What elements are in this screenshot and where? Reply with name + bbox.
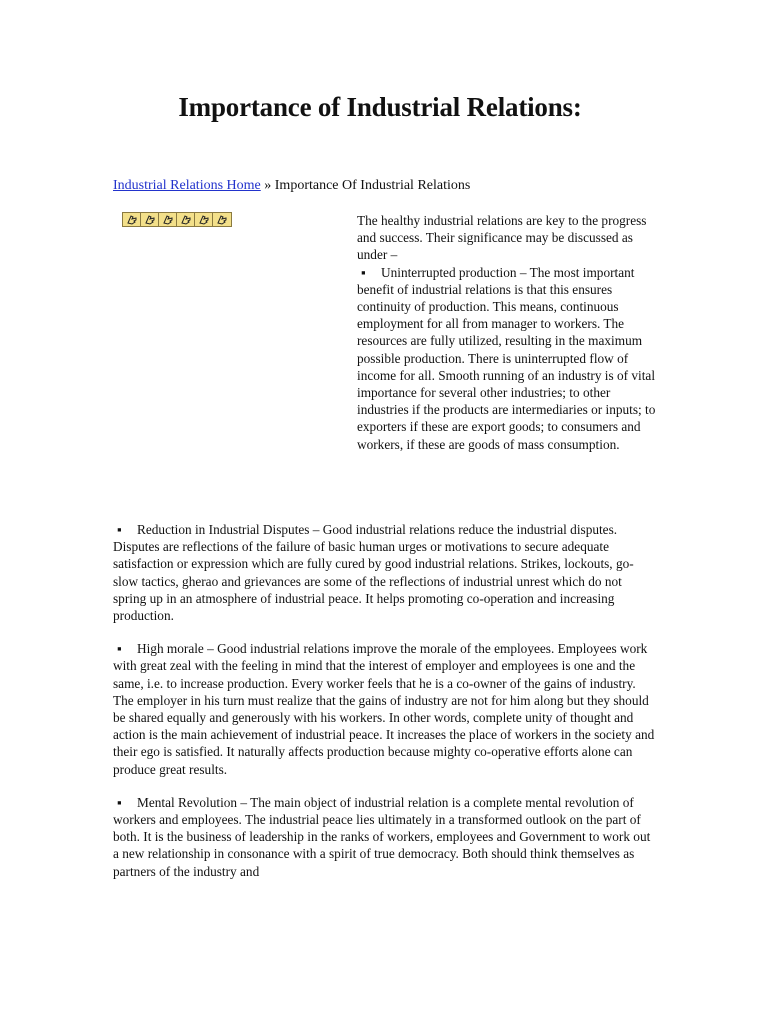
point-high-morale xyxy=(113,640,658,778)
point-reduction-in-disputes xyxy=(113,521,658,624)
point-text: Reduction in Industrial Disputes – Good industrial relations reduce the industrial disputes. Disputes are reflections of the failure of basic human urges or motivations to secure adequate satisfaction or expression which are fully cured by good industrial relations. Strikes, lockouts, go-slow tactics, gherao and grievances are some of the reflections of industrial unrest which do not spring up in an atmosphere of industrial peace. It helps promoting co-operation and increasing production. xyxy=(113,522,634,624)
icon-strip xyxy=(122,212,232,227)
hand-icon xyxy=(159,213,177,226)
point-text: Mental Revolution – The main object of industrial relation is a complete mental revolution of workers and employees. The industrial peace lies ultimately in a transformed outlook on the part of both. It is the business of leadership in the ranks of workers, employees and Government to work out a new relationship in consonance with a spirit of true democracy. Both should think themselves as partners of the industry and xyxy=(113,794,651,879)
hand-icon xyxy=(195,213,213,226)
main-column xyxy=(113,521,658,896)
page-title: Importance of Industrial Relations: xyxy=(178,92,582,122)
point-uninterrupted-production xyxy=(357,264,659,453)
point-mental-revolution xyxy=(113,794,658,880)
breadcrumb-current: Importance Of Industrial Relations xyxy=(274,178,471,193)
hand-icon xyxy=(177,213,195,226)
hand-icon xyxy=(123,213,141,226)
hand-icon xyxy=(141,213,159,226)
bullet-icon: ▪ xyxy=(117,794,122,810)
breadcrumb-home-link[interactable]: Industrial Relations Home xyxy=(113,178,261,193)
breadcrumb xyxy=(113,177,470,195)
intro-paragraph: The healthy industrial relations are key to the progress and success. Their significance may be discussed as under – xyxy=(357,213,647,263)
intro-column xyxy=(357,212,659,453)
hand-icon xyxy=(213,213,231,226)
bullet-icon: ▪ xyxy=(117,641,122,657)
point-text: High morale – Good industrial relations improve the morale of the employees. Employees work with great zeal with the feeling in mind that the interest of employer and employees is one and the same, i.e. to increase production. Every worker feels that he is a co-owner of the gains of industry. The employer in his turn must realize that the gains of industry are not for him along but they should be shared equally and generously with his workers. In other words, complete unity of thought and action is the main achievement of industrial peace. It increases the place of workers in the society and their ego is satisfied. It naturally affects production because mighty co-operative efforts alone can produce great results. xyxy=(113,641,655,777)
point-text: Uninterrupted production – The most important benefit of industrial relations is that this ensures continuity of production. This means, continuous employment for all from manager to workers. The resources are fully utilized, resulting in the maximum possible production. There is uninterrupted flow of income for all. Smooth running of an industry is of vital importance for several other industries; to other industries if the products are intermediaries or inputs; to exporters if these are export goods; to consumers and workers, if these are goods of mass consumption. xyxy=(357,264,656,452)
breadcrumb-separator: » xyxy=(260,178,275,193)
bullet-icon: ▪ xyxy=(117,522,122,537)
bullet-icon: ▪ xyxy=(361,264,366,280)
